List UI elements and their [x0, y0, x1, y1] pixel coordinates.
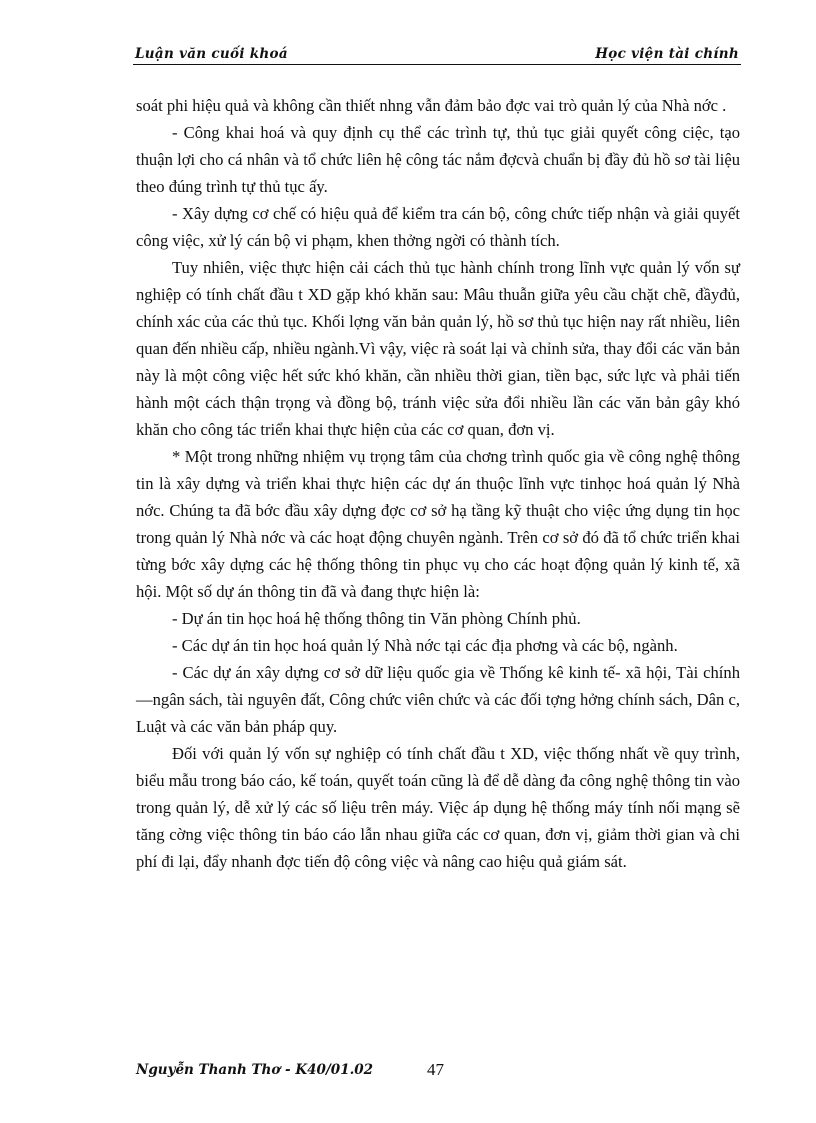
header-divider [133, 64, 741, 65]
paragraph: Đối với quản lý vốn sự nghiệp có tính chất đầu t XD, việc thống nhất về quy trình, biểu mẫu trong báo cáo, kế toán, quyết toán cũng là để dễ dàng đa công nghệ thông tin vào trong quản lý, dễ xử lý các số liệu trên máy. Việc áp dụng hệ thống máy tính nối mạng sẽ tăng cờng việc thông tin báo cáo lẫn nhau giữa các cơ quan, đơn vị, giảm thời gian và chi phí đi lại, đẩy nhanh đợc tiến độ công việc và nâng cao hiệu quả giám sát. [136, 744, 740, 871]
header-thesis-title: Luận văn cuối khoá [135, 46, 288, 62]
paragraph: - Các dự án tin học hoá quản lý Nhà nớc tại các địa phơng và các bộ, ngành. [172, 636, 678, 655]
paragraph: * Một trong những nhiệm vụ trọng tâm của chơng trình quốc gia về công nghệ thông tin là xây dựng và triển khai thực hiện các dự án thuộc lĩnh vực tinhọc hoá quản lý Nhà nớc. Chúng ta đã bớc đầu xây dựng đợc cơ sở hạ tầng kỹ thuật cho việc ứng dụng tin học trong quản lý Nhà nớc và các hoạt động chuyên ngành. Trên cơ sở đó đã tổ chức triển khai từng bớc xây dựng các hệ thống thông tin phục vụ cho các hoạt động quản lý kinh tế, xã hội. Một số dự án thông tin đã và đang thực hiện là: [136, 447, 740, 601]
page-footer [136, 1060, 536, 1084]
header-institution: Học viện tài chính [595, 46, 739, 62]
paragraph: - Dự án tin học hoá hệ thống thông tin Văn phòng Chính phủ. [172, 609, 581, 628]
footer-author: Nguyễn Thanh Thơ - K40/01.02 [136, 1062, 374, 1078]
body-text [136, 92, 740, 875]
page-number: 47 [427, 1060, 444, 1079]
paragraph: soát phi hiệu quả và không cần thiết nhng vẫn đảm bảo đợc vai trò quản lý của Nhà nớc . [136, 96, 727, 115]
paragraph: - Các dự án xây dựng cơ sở dữ liệu quốc gia về Thống kê kinh tế- xã hội, Tài chính —ngân sách, tài nguyên đất, Công chức viên chức và các đối tợng hởng chính sách, Dân c, Luật và các văn bản pháp quy. [136, 663, 740, 736]
page-header [133, 46, 741, 68]
paragraph: Tuy nhiên, việc thực hiện cải cách thủ tục hành chính trong lĩnh vực quản lý vốn sự nghiệp có tính chất đầu t XD gặp khó khăn sau: Mâu thuẫn giữa yêu cầu chặt chẽ, đầyđủ, chính xác của các thủ tục. Khối lợng văn bản quản lý, hồ sơ thủ tục hiện nay rất nhiều, liên quan đến nhiều cấp, nhiều ngành.Vì vậy, việc rà soát lại và chỉnh sửa, thay đổi các văn bản này là một công việc hết sức khó khăn, cần nhiều thời gian, tiền bạc, sức lực và phải tiến hành một cách thận trọng và đồng bộ, tránh việc sửa đổi nhiều lần các văn bản gây khó khăn cho công tác triển khai thực hiện của các cơ quan, đơn vị. [136, 258, 740, 439]
paragraph: - Xây dựng cơ chế có hiệu quả để kiểm tra cán bộ, công chức tiếp nhận và giải quyết công việc, xử lý cán bộ vi phạm, khen thởng ngời có thành tích. [136, 204, 740, 250]
paragraph: - Công khai hoá và quy định cụ thể các trình tự, thủ tục giải quyết công ciệc, tạo thuận lợi cho cá nhân và tổ chức liên hệ công tác nắm đợcvà chuẩn bị đầy đủ hồ sơ tài liệu theo đúng trình tự thủ tục ấy. [136, 123, 740, 196]
